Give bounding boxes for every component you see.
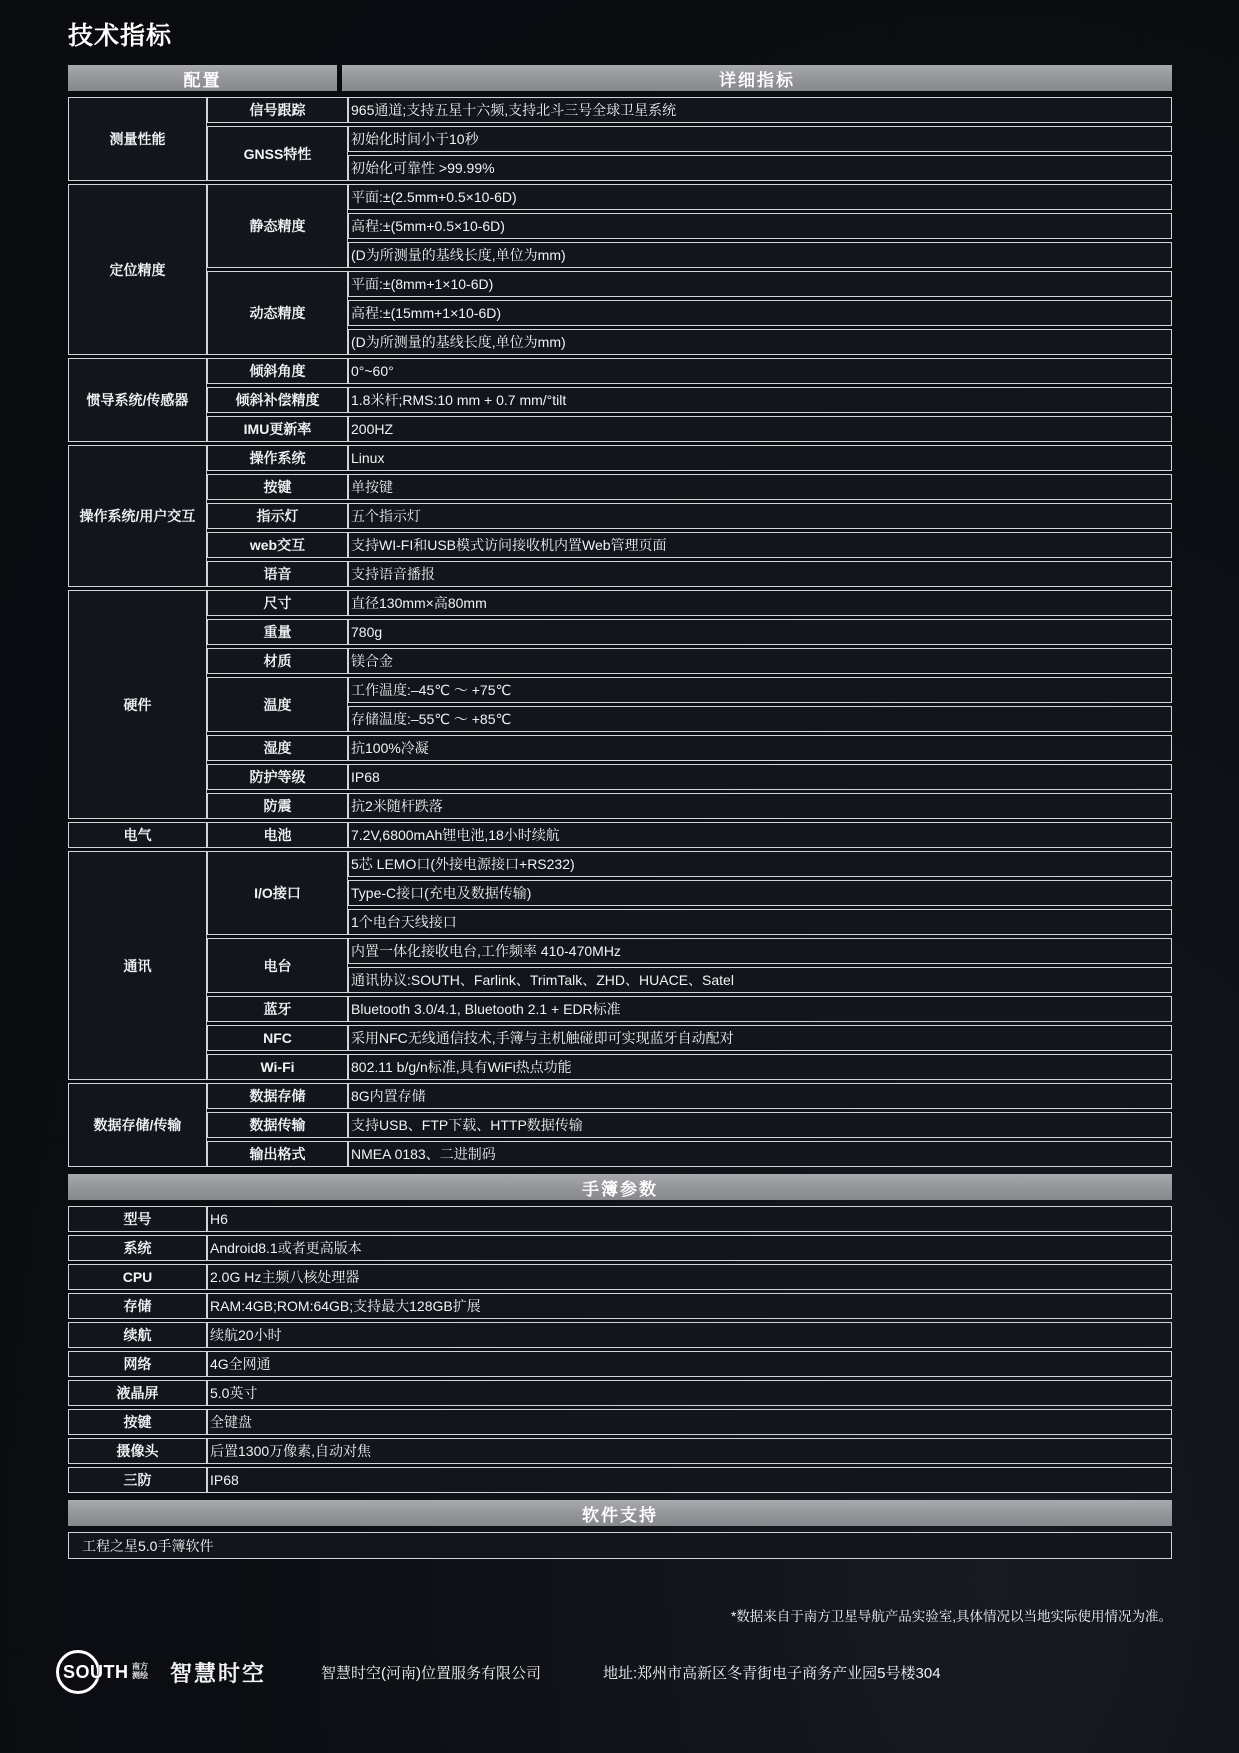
sub-label-cell: GNSS特性 — [207, 126, 348, 181]
spec-row — [68, 445, 1172, 471]
sub-label-cell: 温度 — [207, 677, 348, 732]
controller-row — [68, 1235, 1172, 1261]
spec-table — [68, 94, 1172, 1170]
detail-cell: 存储温度:–55℃ ～ +85℃ — [348, 706, 1172, 732]
sub-label-cell: 倾斜补偿精度 — [207, 387, 348, 413]
page-title: 技术指标 — [68, 22, 173, 50]
footnote: *数据来自于南方卫星导航产品实验室,具体情况以当地实际使用情况为准。 — [730, 1609, 1172, 1624]
spec-row — [68, 474, 1172, 500]
detail-cell: 支持语音播报 — [348, 561, 1172, 587]
spec-row — [68, 387, 1172, 413]
detail-cell: 5芯 LEMO口(外接电源接口+RS232) — [348, 851, 1172, 877]
spec-row — [68, 1083, 1172, 1109]
spec-row — [68, 1112, 1172, 1138]
detail-cell: 抗2米随杆跌落 — [348, 793, 1172, 819]
detail-cell: 802.11 b/g/n标准,具有WiFi热点功能 — [348, 1054, 1172, 1080]
category-cell: 惯导系统/传感器 — [68, 358, 207, 442]
sub-label-cell: 防震 — [207, 793, 348, 819]
spec-row — [68, 851, 1172, 877]
company-address: 地址:郑州市高新区冬青街电子商务产业园5号楼304 — [603, 1664, 941, 1682]
detail-cell: 支持USB、FTP下载、HTTP数据传输 — [348, 1112, 1172, 1138]
controller-row — [68, 1438, 1172, 1464]
detail-cell: 初始化可靠性 >99.99% — [348, 155, 1172, 181]
south-logo-text: SOUTH — [63, 1662, 129, 1682]
detail-cell: 工作温度:–45℃ ～ +75℃ — [348, 677, 1172, 703]
controller-value-cell: 5.0英寸 — [207, 1380, 1172, 1406]
detail-cell: 1个电台天线接口 — [348, 909, 1172, 935]
controller-row — [68, 1409, 1172, 1435]
sub-label-cell: 电池 — [207, 822, 348, 848]
detail-cell: 内置一体化接收电台,工作频率 410-470MHz — [348, 938, 1172, 964]
detail-column-header: 详细指标 — [342, 65, 1172, 91]
detail-cell: 8G内置存储 — [348, 1083, 1172, 1109]
controller-label-cell: 按键 — [68, 1409, 207, 1435]
detail-cell: 7.2V,6800mAh锂电池,18小时续航 — [348, 822, 1172, 848]
detail-cell: 平面:±(8mm+1×10-6D) — [348, 271, 1172, 297]
spec-row — [68, 735, 1172, 761]
software-section-header: 软件支持 — [68, 1500, 1172, 1526]
south-logo-subtext: 南方 测绘 — [132, 1662, 148, 1680]
spec-row — [68, 97, 1172, 123]
category-cell: 电气 — [68, 822, 207, 848]
company-name: 智慧时空(河南)位置服务有限公司 — [321, 1664, 542, 1682]
detail-cell: 支持WI-FI和USB模式访问接收机内置Web管理页面 — [348, 532, 1172, 558]
category-cell: 数据存储/传输 — [68, 1083, 207, 1167]
detail-cell: 平面:±(2.5mm+0.5×10-6D) — [348, 184, 1172, 210]
controller-label-cell: 网络 — [68, 1351, 207, 1377]
controller-label-cell: 液晶屏 — [68, 1380, 207, 1406]
sub-label-cell: 信号跟踪 — [207, 97, 348, 123]
sub-label-cell: 语音 — [207, 561, 348, 587]
sub-label-cell: 倾斜角度 — [207, 358, 348, 384]
spec-table-header — [68, 65, 1172, 91]
category-cell: 通讯 — [68, 851, 207, 1080]
detail-cell: (D为所测量的基线长度,单位为mm) — [348, 329, 1172, 355]
sub-label-cell: 输出格式 — [207, 1141, 348, 1167]
detail-cell: 五个指示灯 — [348, 503, 1172, 529]
detail-cell: 通讯协议:SOUTH、Farlink、TrimTalk、ZHD、HUACE、Satel — [348, 967, 1172, 993]
spec-row — [68, 590, 1172, 616]
category-cell: 定位精度 — [68, 184, 207, 355]
detail-cell: 965通道;支持五星十六频,支持北斗三号全球卫星系统 — [348, 97, 1172, 123]
controller-value-cell: 全键盘 — [207, 1409, 1172, 1435]
software-content: 工程之星5.0手簿软件 — [68, 1532, 1172, 1559]
detail-cell: Linux — [348, 445, 1172, 471]
detail-cell: 1.8米杆;RMS:10 mm + 0.7 mm/°tilt — [348, 387, 1172, 413]
spec-row — [68, 532, 1172, 558]
category-cell: 操作系统/用户交互 — [68, 445, 207, 587]
controller-row — [68, 1380, 1172, 1406]
detail-cell: 采用NFC无线通信技术,手簿与主机触碰即可实现蓝牙自动配对 — [348, 1025, 1172, 1051]
spec-row — [68, 416, 1172, 442]
sub-label-cell: 数据存储 — [207, 1083, 348, 1109]
sub-label-cell: 数据传输 — [207, 1112, 348, 1138]
controller-label-cell: CPU — [68, 1264, 207, 1290]
spec-row — [68, 1054, 1172, 1080]
controller-label-cell: 三防 — [68, 1467, 207, 1493]
controller-value-cell: IP68 — [207, 1467, 1172, 1493]
sub-label-cell: 电台 — [207, 938, 348, 993]
controller-value-cell: 4G全网通 — [207, 1351, 1172, 1377]
controller-row — [68, 1206, 1172, 1232]
controller-row — [68, 1264, 1172, 1290]
spec-row — [68, 619, 1172, 645]
spec-row — [68, 358, 1172, 384]
spec-row — [68, 503, 1172, 529]
detail-cell: IP68 — [348, 764, 1172, 790]
sub-label-cell: 蓝牙 — [207, 996, 348, 1022]
detail-cell: 镁合金 — [348, 648, 1172, 674]
controller-value-cell: 后置1300万像素,自动对焦 — [207, 1438, 1172, 1464]
controller-row — [68, 1351, 1172, 1377]
controller-row — [68, 1322, 1172, 1348]
spec-row — [68, 1025, 1172, 1051]
detail-cell: 抗100%冷凝 — [348, 735, 1172, 761]
detail-cell: 200HZ — [348, 416, 1172, 442]
south-logo — [56, 1649, 156, 1695]
spec-row — [68, 938, 1172, 964]
detail-cell: 单按键 — [348, 474, 1172, 500]
detail-cell: 0°~60° — [348, 358, 1172, 384]
sub-label-cell: 指示灯 — [207, 503, 348, 529]
category-cell: 硬件 — [68, 590, 207, 819]
detail-cell: NMEA 0183、二进制码 — [348, 1141, 1172, 1167]
sub-label-cell: 湿度 — [207, 735, 348, 761]
detail-cell: 直径130mm×高80mm — [348, 590, 1172, 616]
controller-value-cell: RAM:4GB;ROM:64GB;支持最大128GB扩展 — [207, 1293, 1172, 1319]
spec-row — [68, 271, 1172, 297]
sub-label-cell: 尺寸 — [207, 590, 348, 616]
spec-row — [68, 126, 1172, 152]
sub-label-cell: Wi-Fi — [207, 1054, 348, 1080]
controller-value-cell: H6 — [207, 1206, 1172, 1232]
controller-value-cell: 续航20小时 — [207, 1322, 1172, 1348]
sub-label-cell: 静态精度 — [207, 184, 348, 268]
spec-row — [68, 996, 1172, 1022]
controller-table — [68, 1203, 1172, 1496]
sub-label-cell: 重量 — [207, 619, 348, 645]
controller-value-cell: 2.0G Hz主频八核处理器 — [207, 1264, 1172, 1290]
controller-section-header: 手簿参数 — [68, 1174, 1172, 1200]
config-column-header: 配置 — [68, 65, 337, 91]
spec-row — [68, 1141, 1172, 1167]
spec-row — [68, 561, 1172, 587]
detail-cell: 高程:±(5mm+0.5×10-6D) — [348, 213, 1172, 239]
controller-label-cell: 系统 — [68, 1235, 207, 1261]
detail-cell: Bluetooth 3.0/4.1, Bluetooth 2.1 + EDR标准 — [348, 996, 1172, 1022]
spec-row — [68, 764, 1172, 790]
detail-cell: 高程:±(15mm+1×10-6D) — [348, 300, 1172, 326]
spec-row — [68, 184, 1172, 210]
controller-label-cell: 存储 — [68, 1293, 207, 1319]
controller-label-cell: 型号 — [68, 1206, 207, 1232]
detail-cell: Type-C接口(充电及数据传输) — [348, 880, 1172, 906]
sub-label-cell: 操作系统 — [207, 445, 348, 471]
sub-label-cell: 动态精度 — [207, 271, 348, 355]
controller-label-cell: 摄像头 — [68, 1438, 207, 1464]
detail-cell: (D为所测量的基线长度,单位为mm) — [348, 242, 1172, 268]
sub-label-cell: web交互 — [207, 532, 348, 558]
spec-row — [68, 822, 1172, 848]
controller-label-cell: 续航 — [68, 1322, 207, 1348]
detail-cell: 初始化时间小于10秒 — [348, 126, 1172, 152]
brand-logo: 智慧时空 — [170, 1660, 267, 1686]
footer — [56, 1649, 1172, 1695]
spec-row — [68, 793, 1172, 819]
sub-label-cell: 按键 — [207, 474, 348, 500]
detail-cell: 780g — [348, 619, 1172, 645]
sub-label-cell: IMU更新率 — [207, 416, 348, 442]
spec-row — [68, 677, 1172, 703]
controller-value-cell: Android8.1或者更高版本 — [207, 1235, 1172, 1261]
controller-row — [68, 1293, 1172, 1319]
category-cell: 测量性能 — [68, 97, 207, 181]
sub-label-cell: I/O接口 — [207, 851, 348, 935]
controller-row — [68, 1467, 1172, 1493]
spec-row — [68, 648, 1172, 674]
sub-label-cell: NFC — [207, 1025, 348, 1051]
sub-label-cell: 材质 — [207, 648, 348, 674]
sub-label-cell: 防护等级 — [207, 764, 348, 790]
